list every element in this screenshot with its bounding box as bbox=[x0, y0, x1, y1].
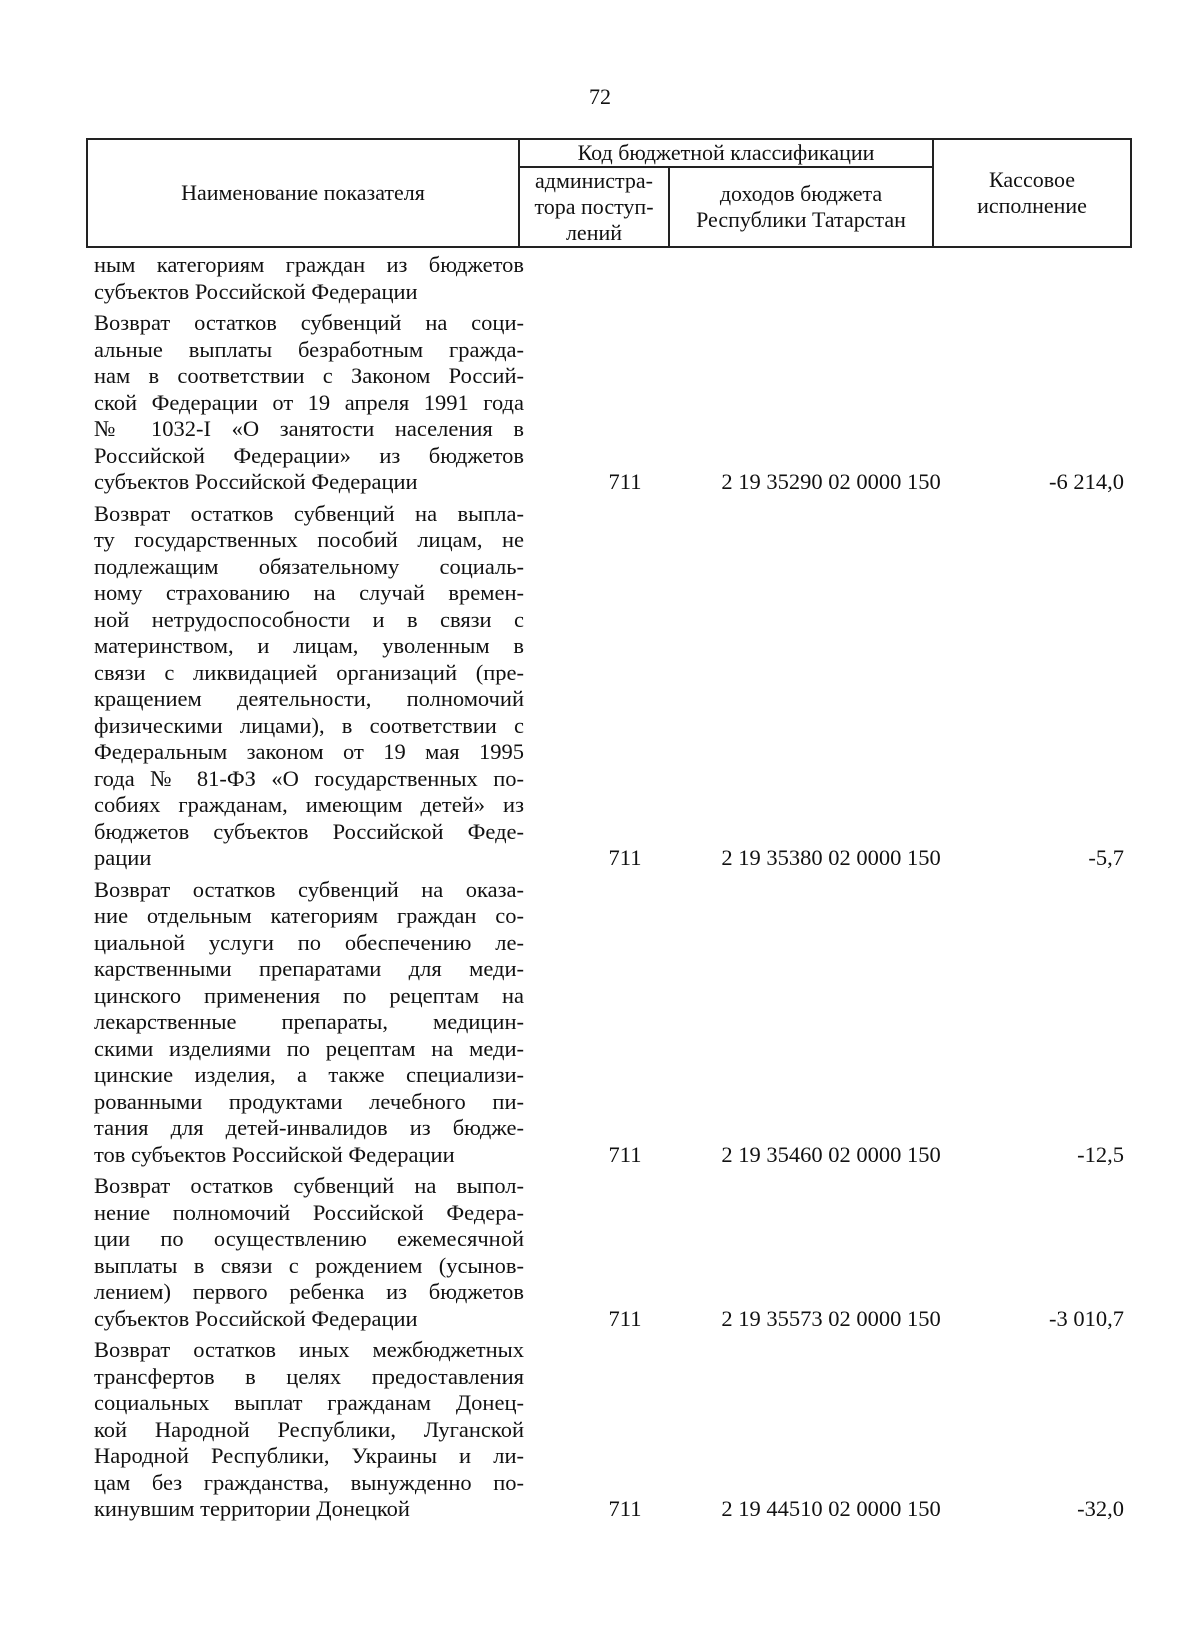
indicator-name-line: карственными препаратами для меди- bbox=[94, 956, 524, 981]
indicator-name-line: лекарственные препараты, медицин- bbox=[94, 1009, 524, 1034]
header-income-column bbox=[669, 167, 933, 247]
amount: -3 010,7 bbox=[1049, 1305, 1124, 1331]
indicator-name-line: № 1032-I «О занятости населения в bbox=[94, 416, 524, 441]
indicator-name bbox=[94, 1173, 524, 1332]
header-admin-line: лений bbox=[565, 220, 623, 245]
table-row bbox=[94, 310, 1124, 496]
indicator-name-line: социальных выплат гражданам Донец- bbox=[94, 1390, 524, 1415]
indicator-name-line: кращением деятельности, полномочий bbox=[94, 686, 524, 711]
admin-code: 711 bbox=[608, 469, 642, 494]
income-code: 2 19 44510 02 0000 150 bbox=[721, 1496, 941, 1521]
income-code: 2 19 35460 02 0000 150 bbox=[721, 1141, 941, 1167]
table-row bbox=[94, 501, 1124, 872]
income-code: 2 19 35290 02 0000 150 bbox=[721, 469, 941, 494]
indicator-name-line: лением) первого ребенка из бюджетов bbox=[94, 1279, 524, 1304]
indicator-name-line: физическими лицами), в соответствии с bbox=[94, 712, 524, 738]
page-number: 72 bbox=[589, 84, 611, 109]
indicator-name-line: Возврат остатков иных межбюджетных bbox=[94, 1337, 524, 1362]
indicator-name-line: Народной Республики, Украины и ли- bbox=[94, 1443, 524, 1468]
indicator-name-line: трансфертов в целях предоставления bbox=[94, 1363, 524, 1389]
amount: -12,5 bbox=[1077, 1141, 1124, 1167]
income-code: 2 19 35573 02 0000 150 bbox=[721, 1305, 941, 1331]
indicator-name-line: цинские изделия, а также специализи- bbox=[94, 1062, 524, 1087]
indicator-name-line: рации bbox=[94, 845, 152, 870]
indicator-name-line: субъектов Российской Федерации bbox=[94, 1305, 418, 1331]
indicator-name-line: нам в соответствии с Законом Россий- bbox=[94, 363, 524, 388]
indicator-name-line: цам без гражданства, вынужденно по- bbox=[94, 1469, 524, 1495]
header-amount-line: исполнение bbox=[977, 193, 1087, 218]
indicator-name-line: Российской Федерации» из бюджетов bbox=[94, 442, 524, 468]
table-header bbox=[86, 138, 1132, 248]
indicator-name-line: Возврат остатков субвенций на соци- bbox=[94, 310, 524, 335]
indicator-name bbox=[94, 1337, 524, 1523]
indicator-name-line: ние отдельным категориям граждан со- bbox=[94, 903, 524, 928]
indicator-name-line: бюджетов субъектов Российской Феде- bbox=[94, 818, 524, 844]
table-row bbox=[94, 1337, 1124, 1523]
indicator-name-line: кинувшим территории Донецкой bbox=[94, 1496, 410, 1521]
indicator-name bbox=[94, 877, 524, 1169]
indicator-name-line: материнством, и лицам, уволенным в bbox=[94, 633, 524, 658]
income-code: 2 19 35380 02 0000 150 bbox=[721, 845, 941, 870]
indicator-name-line: выплаты в связи с рождением (усынов- bbox=[94, 1252, 524, 1278]
indicator-name-line: Возврат остатков субвенций на оказа- bbox=[94, 876, 524, 902]
indicator-name bbox=[94, 310, 524, 496]
indicator-name-line: ной нетрудоспособности и в связи с bbox=[94, 606, 524, 632]
table-row bbox=[94, 1173, 1124, 1332]
indicator-name-line: связи с ликвидацией организаций (пре- bbox=[94, 659, 524, 685]
header-amount-line: Кассовое bbox=[989, 167, 1075, 192]
header-income-line: доходов бюджета bbox=[719, 181, 883, 206]
indicator-name-line: Федеральным законом от 19 мая 1995 bbox=[94, 739, 524, 764]
admin-code: 711 bbox=[608, 1496, 642, 1521]
indicator-name-line: собиях гражданам, имеющим детей» из bbox=[94, 792, 524, 817]
table-body bbox=[94, 252, 1124, 1523]
indicator-name-line: ции по осуществлению ежемесячной bbox=[94, 1226, 524, 1251]
indicator-name-line: тов субъектов Российской Федерации bbox=[94, 1141, 455, 1167]
indicator-name-line: ному страхованию на случай времен- bbox=[94, 580, 524, 605]
table-row bbox=[94, 877, 1124, 1169]
header-admin-line: тора поступ- bbox=[534, 194, 654, 219]
indicator-name-line: скими изделиями по рецептам на меди- bbox=[94, 1035, 524, 1061]
amount: -6 214,0 bbox=[1049, 469, 1124, 494]
indicator-name-line: ту государственных пособий лицам, не bbox=[94, 527, 524, 552]
header-amount-column bbox=[933, 139, 1131, 247]
indicator-name bbox=[94, 252, 524, 305]
table-row bbox=[94, 252, 1124, 305]
header-income-line: Республики Татарстан bbox=[696, 207, 906, 232]
header-admin-line: администра- bbox=[535, 168, 653, 193]
header-name-column: Наименование показателя bbox=[87, 139, 519, 247]
indicator-name-line: ным категориям граждан из бюджетов bbox=[94, 252, 524, 277]
header-classification-group: Код бюджетной классификации bbox=[519, 139, 933, 167]
admin-code: 711 bbox=[608, 1305, 642, 1331]
indicator-name-line: Возврат остатков субвенций на выпол- bbox=[94, 1173, 524, 1198]
indicator-name-line: ской Федерации от 19 апреля 1991 года bbox=[94, 389, 524, 415]
admin-code: 711 bbox=[608, 1141, 642, 1167]
indicator-name-line: кой Народной Республики, Луганской bbox=[94, 1416, 524, 1442]
indicator-name-line: альные выплаты безработным гражда- bbox=[94, 336, 524, 362]
indicator-name bbox=[94, 501, 524, 872]
indicator-name-line: субъектов Российской Федерации bbox=[94, 469, 418, 494]
indicator-name-line: Возврат остатков субвенций на выпла- bbox=[94, 500, 524, 526]
indicator-name-line: года № 81-ФЗ «О государственных по- bbox=[94, 765, 524, 791]
indicator-name-line: рованными продуктами лечебного пи- bbox=[94, 1088, 524, 1114]
indicator-name-line: циальной услуги по обеспечению ле- bbox=[94, 929, 524, 955]
amount: -32,0 bbox=[1077, 1496, 1124, 1521]
indicator-name-line: подлежащим обязательному социаль- bbox=[94, 553, 524, 579]
amount: -5,7 bbox=[1088, 845, 1124, 870]
indicator-name-line: субъектов Российской Федерации bbox=[94, 278, 418, 304]
indicator-name-line: нение полномочий Российской Федера- bbox=[94, 1199, 524, 1225]
admin-code: 711 bbox=[608, 845, 642, 870]
indicator-name-line: тания для детей-инвалидов из бюдже- bbox=[94, 1115, 524, 1140]
header-admin-column bbox=[519, 167, 669, 247]
indicator-name-line: цинского применения по рецептам на bbox=[94, 982, 524, 1008]
